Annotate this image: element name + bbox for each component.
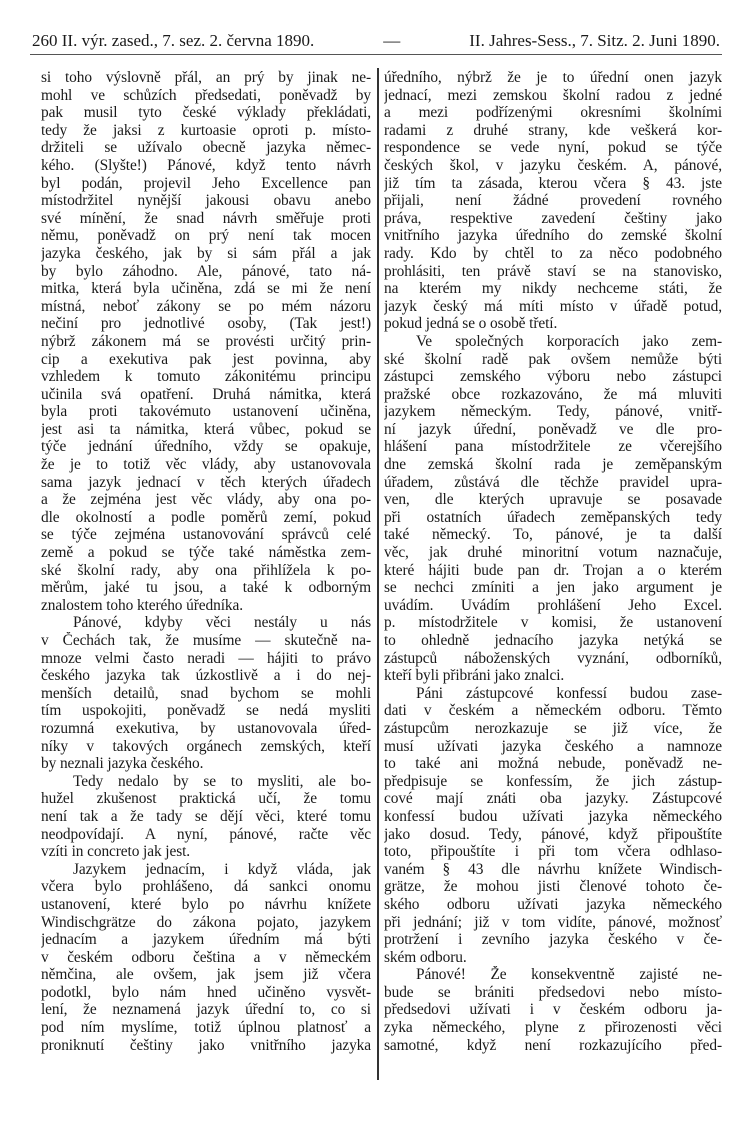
text-line: p. místodržitele v komisi, že ustanovení [384,614,722,632]
text-line: tím uspokojiti, poněvadž se nedá mysliti [41,702,371,720]
text-line: místodržitel nynější jakousi obavu anebo [41,192,371,210]
text-line: protržení i zevního jazyka českého v če- [384,931,722,949]
text-line: Pánové! Že konsekventně zajisté ne- [416,966,722,984]
text-line: Ve společných korporacích jako zem- [416,332,722,350]
text-line: pak musil tyto české výklady překládati, [41,104,371,122]
text-line: ského odboru užívati jazyka německého [384,895,722,913]
header-czech: 260 II. výr. zased., 7. sez. 2. června 1890. [32,31,315,50]
text-line: Jazykem jednacím, i když vláda, jak [73,860,371,878]
header-dash: — [383,31,401,50]
text-line: přijali, není žádné provedení rovného [384,192,722,210]
text-line: němu, poněvadž on prý není tak mocen [41,227,371,245]
text-line: a mezi podřízenými okresními školními [384,104,722,122]
text-line: držiteli se užívalo obecně jazyka němec- [41,139,371,157]
text-line: Windischgrätze do zákona pojato, jazykem [41,913,371,931]
text-line: prohlásiti, ten právě staví se na stanovisko, [384,262,722,280]
right-column [384,69,722,1054]
text-line: to ohledně jednacího jazyka netýká se [384,632,722,649]
text-line: místná, neboť zákony se po mém názoru [41,297,371,315]
text-line: dne zemská školní rada je zeměpanským [384,456,722,474]
text-line: kého. (Slyšte!) Pánové, když tento návrh [41,156,371,174]
text-line: předpisuje se konfessím, že jich zástup- [384,772,722,790]
text-line: sama jazyk jednací v těch kterých úřadech [41,473,371,491]
column-divider [377,68,379,1080]
text-line: se týče zejména ustanovování správců celé [41,526,371,544]
text-line: při jednání; již v tom vidíte, pánové, možnosť [384,913,722,931]
text-line: nečiní pro jednotlivé osoby, (Tak jest!) [41,315,371,333]
text-line: pokud jedná se o osobě třetí. [384,315,558,333]
text-line: zástupcům nerozkazuje se již více, že [384,719,722,737]
text-line: to také ani možná nebude, poněvadž ne- [384,755,722,773]
text-line: předsedovi užívati i v českém odboru ja- [384,1001,722,1019]
text-line: učinila svá opatření. Druhá námitka, která [41,385,371,403]
text-line: jazyka českého, jak by si sám přál a jak [41,244,371,262]
text-line: pod ním myslíme, totiž úplnou platnosť a [41,1019,371,1037]
text-line: rady. Kdo by chtěl to za něco podobného [384,244,722,262]
header-german: II. Jahres-Sess., 7. Sitz. 2. Juni 1890. [469,31,720,50]
text-line: věc, jak druhé minoritní votum naznačuje, [384,544,722,562]
text-line: mitka, která byla učiněna, zdá se mi že není [41,280,371,298]
text-line: se nechci zmíniti a jen jako argument je [384,579,722,597]
left-column [41,69,371,1054]
text-line: neodpovídají. A nyní, pánové, račte věc [41,825,371,843]
text-line: samotné, když není rozkazujícího před- [384,1036,722,1054]
text-line: ské školní rady, aby ona přihlížela k po- [41,561,371,579]
text-line: vzhledem k tomuto zákonitému principu [41,368,371,386]
text-line: není tak a že tady se dějí věci, které tomu [41,807,371,825]
text-line: již tím ta zásada, kterou včera § 43. jste [384,174,722,192]
text-line: grätze, že mohou jisti členové tohoto če- [384,878,722,896]
text-line: podotkl, bylo nám hned učiněno vysvět- [41,983,371,1001]
text-line: jednacím a jazykem úředním má býti [41,931,371,949]
text-line: tedy že jaksi z kurtoasie oproti p. místo- [41,121,371,139]
text-line: ven, dle kterých upravuje se posavade [384,491,722,509]
text-line: radami z druhé strany, kde veškerá kor- [384,121,722,139]
text-line: němčina, ale ovšem, jak jsem již včera [41,966,371,984]
text-line: vzíti in concreto jak jest. [41,843,191,861]
text-line: ském odboru. [384,948,467,966]
text-line: kteří byli přibráni jako znalci. [384,667,565,685]
text-line: hlášení pana místodržitele ze včerejšího [384,438,722,456]
text-line: ské školní radě pak ovšem nemůže býti [384,350,722,368]
text-line: že je to totiž věc vlády, aby ustanovovala [41,456,371,474]
text-line: ustanovení, které bylo po návrhu knížete [41,895,371,913]
header-rule [30,54,722,55]
text-line: toto, připouštíte i při tom včera odhlaso- [384,843,722,861]
text-line: Páni zástupcové konfessí budou zase- [416,684,722,702]
text-line: menších detailů, snad bychom se mohli [41,684,371,702]
text-line: měrům, jaké tu jsou, a také k odborným [41,579,371,597]
text-line: jednací, mezi zemskou školní radou z jedné [384,86,722,104]
text-line: hužel zkušenost praktická učí, že tomu [41,790,371,808]
text-line: níky v takových orgánech zemských, kteří [41,737,371,755]
text-line: cové mají znáti oba jazyky. Zástupcové [384,790,722,808]
text-line: v Čechách tak, že musíme — skutečně na- [41,632,371,649]
text-line: si toho výslovně přál, an prý by jinak ne- [41,69,371,86]
text-line: a že zejména jest věc vlády, aby ona po- [41,491,371,509]
text-line: proniknutí češtiny jako vnitřního jazyka [41,1036,371,1054]
text-line: dle okolností a podle poměrů zemí, pokud [41,508,371,526]
text-line: nýbrž zákonem má se provésti určitý prin- [41,332,371,350]
text-line: konfessí budou užívati jazyka německého [384,807,722,825]
text-line: byl podán, projevil Jeho Excellence pan [41,174,371,192]
text-line: které hájiti bude pan dr. Trojan a o kterém [384,561,722,579]
text-line: zástupců náboženských vyznání, odborníků, [384,649,722,667]
text-line: vaném § 43 dle návrhu knížete Windisch- [384,860,722,878]
text-line: práva, respektive zavedení češtiny jako [384,209,722,227]
text-line: by neznali jazyka českého. [41,755,204,773]
text-line: také německý. To, pánové, je ta další [384,526,722,544]
text-line: zástupci zemského výboru nebo zástupci [384,368,722,386]
text-line: úřadem, zůstává dle těchže pravidel upra- [384,473,722,491]
text-line: v českém odboru čeština a v německém [41,948,371,966]
text-line: na kterém my nikdy nechceme státi, že [384,280,722,298]
text-line: úředního, nýbrž že je to úřední onen jazyk [384,69,722,86]
text-line: týče jednání úředního, vždy se opakuje, [41,438,371,456]
text-line: jako dosud. Tedy, pánové, když připouštíte [384,825,722,843]
text-line: při ostatních úřadech zeměpanských tedy [384,508,722,526]
text-line: jest asi ta námitka, která vůbec, pokud se [41,420,371,438]
text-line: jazykem německým. Tedy, pánové, vnitř- [384,403,722,421]
text-line: respondence se vede nyní, pokud se týče [384,139,722,157]
text-line: včera bylo prohlášeno, dá sankci onomu [41,878,371,896]
text-line: vnitřního jazyka úředního do zemské školní [384,227,722,245]
text-line: Tedy nedalo by se to mysliti, ale bo- [73,772,371,790]
text-line: ní jazyk úřední, poněvadž ve dle pro- [384,420,722,438]
text-line: bude se brániti předsedovi nebo místo- [384,983,722,1001]
text-line: zyka německého, plyne z přirozenosti věci [384,1019,722,1037]
text-line: jazyk český má míti místo v úřadě potud, [384,297,722,315]
text-line: mohl ve schůzích předsedati, poněvadž by [41,86,371,104]
running-header [32,30,720,52]
text-line: pražské obce rozkazováno, že má mluviti [384,385,722,403]
text-line: českého jazyka tak úzkostlivě a i do nej- [41,667,371,685]
text-line: uvádím. Uvádím prohlášení Jeho Excel. [384,596,722,614]
text-line: byla proti takovémuto ustanovení učiněna, [41,403,371,421]
text-line: českých škol, v jazyku českém. A, pánové, [384,156,722,174]
text-line: země a pokud se týče také náměstka zem- [41,544,371,562]
text-line: znalostem toho kterého úředníka. [41,596,243,614]
text-line: lení, že neznamená jazyk úřední to, co si [41,1001,371,1019]
text-line: mnoze velmi často neradi — hájiti to právo [41,649,371,667]
text-line: musí užívati jazyka českého a namnoze [384,737,722,755]
text-line: cip a exekutiva pak jest povinna, aby [41,350,371,368]
text-line: dati v českém a německém odboru. Těmto [384,702,722,720]
text-line: Pánové, kdyby věci nestály u nás [73,614,371,632]
text-line: své mínění, že snad návrh směřuje proti [41,209,371,227]
text-line: rozumná exekutiva, by ustanovovala úřed- [41,719,371,737]
text-line: by bylo záhodno. Ale, pánové, tato ná- [41,262,371,280]
